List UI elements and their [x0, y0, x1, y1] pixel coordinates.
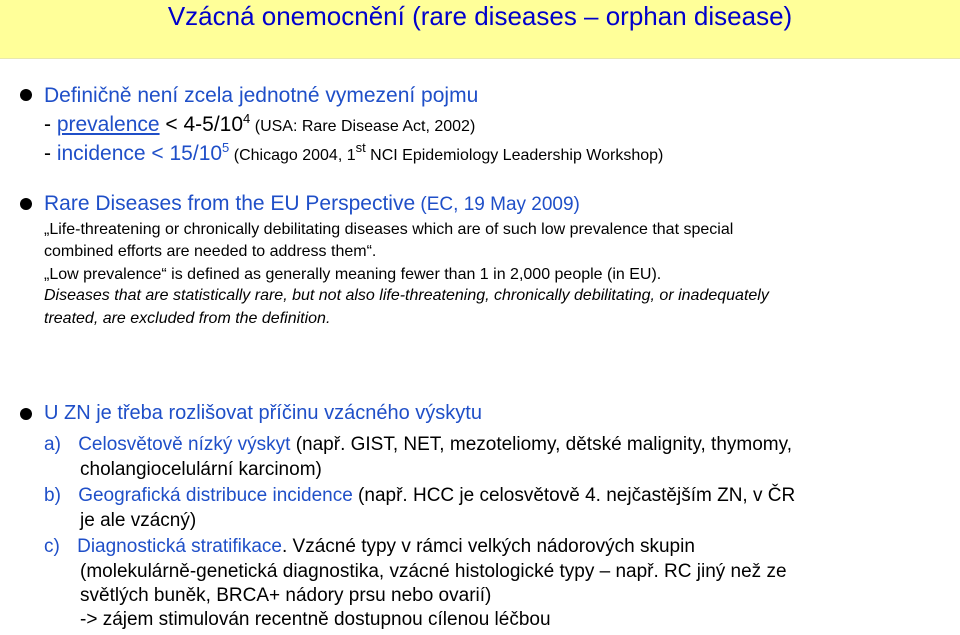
- item-c-line3: světlých buněk, BRCA+ nádory prsu nebo ovarií): [80, 585, 492, 606]
- item-b-line1: [44, 485, 795, 507]
- section1-line-prevalence: [44, 113, 475, 137]
- item-c-text1: . Vzácné typy v rámci velkých nádorových skupin: [281, 536, 695, 557]
- item-c-line2: (molekulárně-genetická diagnostika, vzácné histologické typy – např. RC jiný než ze: [80, 561, 787, 582]
- section1-line-incidence: [44, 142, 663, 166]
- prevalence-value: < 4-5/10: [159, 113, 244, 136]
- bullet-dot-3: [20, 408, 32, 420]
- prevalence-exp: 4: [243, 111, 251, 126]
- item-b-text1: (např. HCC je celosvětově 4. nejčastějším ZN, v ČR: [352, 485, 796, 506]
- incidence-note-a: (Chicago 2004, 1: [229, 147, 356, 164]
- prevalence-term: prevalence: [56, 113, 160, 136]
- item-a-label: Celosvětově nízký výskyt: [78, 434, 291, 455]
- item-a-marker: a): [44, 434, 61, 455]
- item-b-label: Geografická distribuce incidence: [78, 485, 353, 506]
- section2-heading-line: [44, 192, 580, 216]
- quote2-line: „Low prevalence“ is defined as generally meaning fewer than 1 in 2,000 people (in EU).: [44, 266, 662, 283]
- section1-heading: Definičně není zcela jednotné vymezení pojmu: [44, 84, 479, 107]
- section2-heading: Rare Diseases from the EU Perspective: [44, 192, 416, 215]
- incidence-note-sup: st: [355, 140, 366, 155]
- bullet-dot-1: [20, 89, 32, 101]
- section3-heading: U ZN je třeba rozlišovat příčinu vzácného výskytu: [44, 402, 482, 424]
- incidence-note-b: NCI Epidemiology Leadership Workshop): [365, 147, 664, 164]
- prevalence-note: (USA: Rare Disease Act, 2002): [250, 118, 476, 135]
- quote1-line2: combined efforts are needed to address them“.: [44, 243, 377, 260]
- bullet-dot-2: [20, 198, 32, 210]
- incidence-value: < 15/10: [145, 142, 223, 165]
- section2-heading-note: (EC, 19 May 2009): [415, 194, 580, 215]
- incidence-exp: 5: [222, 140, 230, 155]
- item-b-line2: je ale vzácný): [80, 510, 197, 531]
- prevalence-prefix: -: [44, 113, 57, 136]
- slide-title: Vzácná onemocnění (rare diseases – orphan disease): [167, 1, 793, 31]
- item-c-marker: c): [44, 536, 60, 557]
- incidence-prefix: -: [44, 142, 57, 165]
- incidence-term: incidence: [56, 142, 146, 165]
- item-c-line1: [44, 536, 695, 558]
- item-b-marker: b): [44, 485, 61, 506]
- quote1-line1: „Life-threatening or chronically debilitating diseases which are of such low prevalence that special: [44, 221, 734, 238]
- item-c-line4: -> zájem stimulován recentně dostupnou cílenou léčbou: [80, 609, 551, 630]
- exclusion-line1: Diseases that are statistically rare, but not also life-threatening, chronically debilitating, or inadequately: [44, 287, 769, 304]
- exclusion-line2: treated, are excluded from the definition.: [44, 310, 331, 327]
- item-a-line2: cholangiocelulární karcinom): [80, 459, 322, 480]
- item-a-line1: [44, 434, 792, 456]
- item-a-text1: (např. GIST, NET, mezoteliomy, dětské malignity, thymomy,: [290, 434, 792, 455]
- item-c-label: Diagnostická stratifikace: [77, 536, 282, 557]
